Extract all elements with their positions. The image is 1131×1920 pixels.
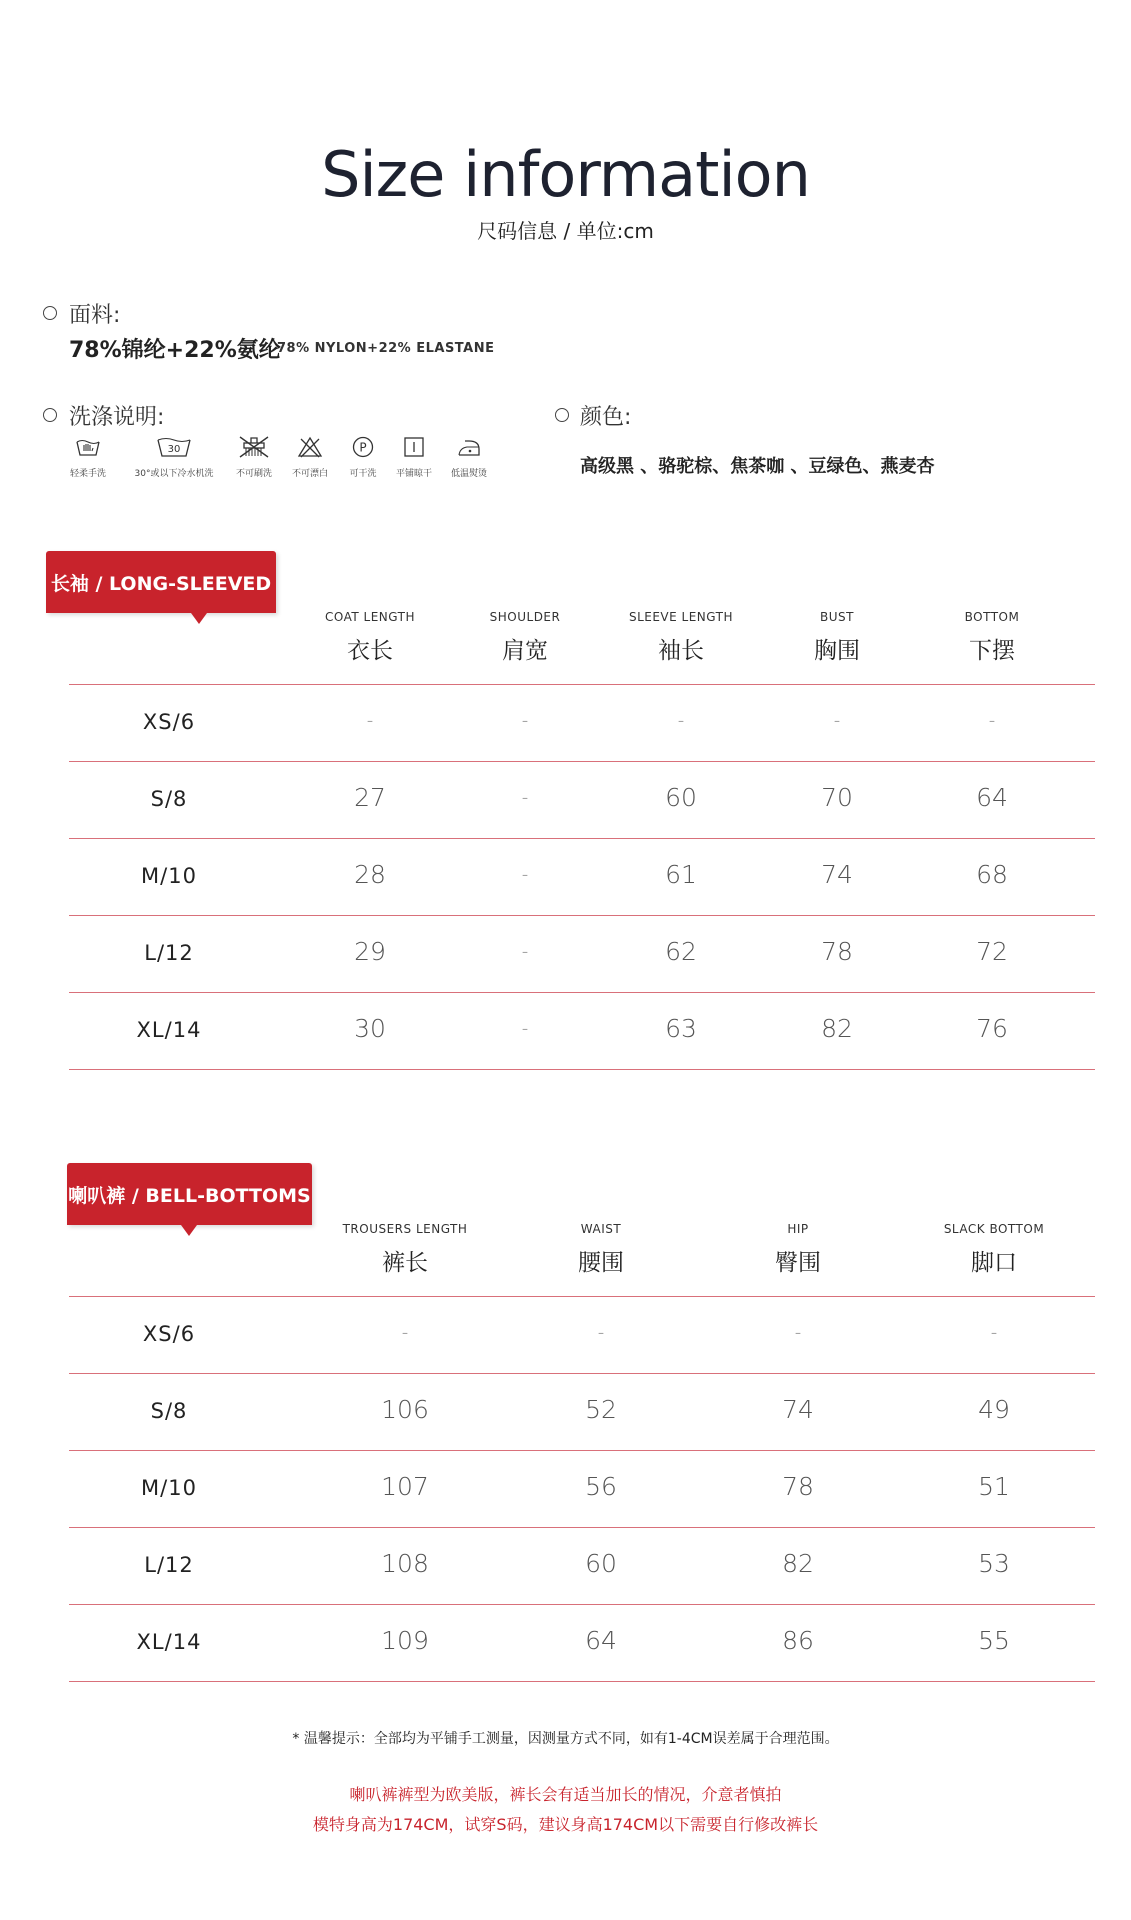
do-not-bleach-icon bbox=[296, 436, 324, 458]
tag-pointer-icon bbox=[191, 613, 207, 624]
page-title: Size information bbox=[321, 138, 810, 211]
table-row: L/12 29 - 62 78 72 bbox=[144, 937, 1008, 966]
column-header: WAIST 腰围 bbox=[578, 1222, 624, 1276]
table-row: XL/14 109 64 86 55 bbox=[136, 1626, 1010, 1655]
table-divider bbox=[69, 1296, 1095, 1297]
do-not-brush-icon bbox=[238, 436, 270, 458]
table-row: S/8 27 - 60 70 64 bbox=[150, 783, 1008, 812]
column-header: BUST 胸围 bbox=[814, 610, 860, 664]
low-iron-icon bbox=[455, 436, 483, 458]
care-item: 低温熨烫 bbox=[440, 436, 498, 479]
page-subtitle: 尺码信息 / 单位:cm bbox=[477, 219, 654, 243]
svg-text:P: P bbox=[359, 440, 367, 455]
column-header: HIP 臀围 bbox=[775, 1222, 821, 1276]
table-row: XL/14 30 - 63 82 76 bbox=[136, 1014, 1008, 1043]
dry-flat-icon bbox=[400, 436, 428, 458]
care-item: 平铺晾干 bbox=[388, 436, 440, 479]
care-item: 30 30°或以下冷水机洗 bbox=[122, 436, 226, 479]
colors-label: 颜色: bbox=[580, 405, 632, 430]
table-divider bbox=[69, 684, 1095, 685]
care-item: 不可刷洗 bbox=[226, 436, 282, 479]
dry-clean-p-icon bbox=[349, 436, 377, 458]
fabric-label: 面料: bbox=[69, 303, 121, 328]
column-header: SHOULDER 肩宽 bbox=[489, 610, 561, 664]
care-icons-row bbox=[54, 436, 498, 479]
care-label: 洗涤说明: bbox=[69, 405, 165, 430]
bell-bottoms-tag: 喇叭裤 / BELL-BOTTOMS bbox=[67, 1163, 312, 1236]
tag-pointer-icon bbox=[181, 1225, 197, 1236]
care-item: 轻柔手洗 bbox=[54, 436, 122, 479]
table-divider bbox=[69, 838, 1095, 839]
table-row: S/8 106 52 74 49 bbox=[150, 1395, 1010, 1424]
fabric-value-en: 78% NYLON+22% ELASTANE bbox=[277, 341, 495, 356]
column-header: TROUSERS LENGTH 裤长 bbox=[342, 1222, 468, 1276]
table-divider bbox=[69, 1450, 1095, 1451]
column-header: BOTTOM 下摆 bbox=[964, 610, 1020, 664]
bullet-circle-icon bbox=[555, 408, 569, 422]
table-divider bbox=[69, 992, 1095, 993]
bullet-circle-icon bbox=[43, 408, 57, 422]
table-row: L/12 108 60 82 53 bbox=[144, 1549, 1010, 1578]
table-divider bbox=[69, 1069, 1095, 1070]
table-row: M/10 28 - 61 74 68 bbox=[141, 860, 1008, 889]
measurement-tip: * 温馨提示：全部均为平铺手工测量，因测量方式不同，如有1-4CM误差属于合理范围。 bbox=[292, 1731, 839, 1747]
care-item: P 可干洗 bbox=[338, 436, 388, 479]
care-item: 不可漂白 bbox=[282, 436, 338, 479]
hand-wash-icon bbox=[74, 436, 102, 458]
column-header: SLEEVE LENGTH 袖长 bbox=[628, 610, 734, 664]
table-divider bbox=[69, 761, 1095, 762]
table-row: XS/6 - - - - bbox=[142, 1322, 998, 1346]
fit-note-line-2: 模特身高为174CM，试穿S码，建议身高174CM以下需要自行修改裤长 bbox=[312, 1815, 819, 1834]
column-header: SLACK BOTTOM 脚口 bbox=[943, 1222, 1045, 1276]
long-sleeved-tag: 长袖 / LONG-SLEEVED bbox=[46, 551, 276, 624]
bullet-circle-icon bbox=[43, 306, 57, 320]
table-divider bbox=[69, 1527, 1095, 1528]
table-row: M/10 107 56 78 51 bbox=[141, 1472, 1010, 1501]
column-header: COAT LENGTH 衣长 bbox=[324, 610, 415, 664]
svg-text:30: 30 bbox=[167, 444, 181, 455]
table-divider bbox=[69, 1604, 1095, 1605]
table-divider bbox=[69, 1373, 1095, 1374]
table-divider bbox=[69, 1681, 1095, 1682]
fabric-value: 78%锦纶+22%氨纶 bbox=[69, 338, 281, 363]
colors-value: 高级黑 、骆驼棕、焦茶咖 、豆绿色、燕麦杏 bbox=[580, 456, 935, 477]
table-divider bbox=[69, 915, 1095, 916]
table-row: XS/6 - - - - - bbox=[142, 710, 996, 734]
fit-note-line-1: 喇叭裤裤型为欧美版，裤长会有适当加长的情况，介意者慎拍 bbox=[349, 1785, 782, 1804]
machine-wash-30-icon bbox=[155, 436, 193, 458]
